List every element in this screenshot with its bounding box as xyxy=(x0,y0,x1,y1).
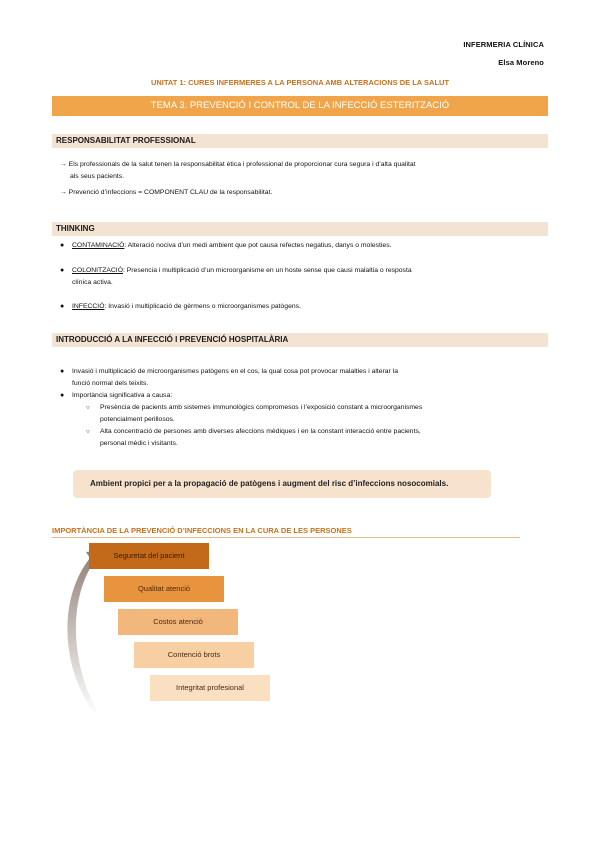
section-heading-introduccio: INTRODUCCIÓ A LA INFECCIÓ I PREVENCIÓ HOSPITALÀRIA xyxy=(52,333,548,347)
list-item xyxy=(60,241,530,251)
subject-header: INFERMERIA CLÍNICA xyxy=(463,40,544,49)
term: INFECCIÓ xyxy=(72,303,105,310)
topic-banner: TEMA 3. PREVENCIÓ I CONTROL DE LA INFECCIÓ ESTERITZACIÓ xyxy=(52,96,548,116)
section-heading-importancia: IMPORTÀNCIA DE LA PREVENCIÓ D’INFECCIONS EN LA CURA DE LES PERSONES xyxy=(52,526,352,535)
term: COLONITZACIÓ xyxy=(72,267,123,274)
paragraph-line: als seus pacients. xyxy=(70,173,125,180)
sub-bullet-text-continued: potencialment perillosos. xyxy=(100,416,175,423)
callout-box: Ambient propici per a la propagació de patògens i augment del risc d’infeccions nosocomials. xyxy=(73,470,491,498)
step-box: Costos atenció xyxy=(118,609,238,635)
definition: : Presencia i multiplicació d’un microorganisme en un hoste sense que causi malaltia o resposta xyxy=(122,267,412,274)
bullet-icon: ● xyxy=(60,368,65,375)
bullet-text: Invasió i multiplicació de microorganismes patògens en el cos, la qual cosa pot provocar malalties i alterar la xyxy=(72,368,399,375)
section-heading-responsabilitat: RESPONSABILITAT PROFESSIONAL xyxy=(52,134,548,148)
curved-arrow-icon xyxy=(56,548,106,718)
definition: : Invasió i multiplicació de gèrmens o microorganismes patògens. xyxy=(104,303,301,310)
paragraph-line: → Prevenció d’infeccions = COMPONENT CLAU de la responsabilitat. xyxy=(60,189,273,196)
bullet-text-continued: funció normal dels teixits. xyxy=(72,380,149,387)
sub-list-item xyxy=(86,427,526,437)
author-name: Elsa Moreno xyxy=(498,58,544,67)
bullet-icon: ● xyxy=(60,392,65,399)
paragraph-line: → Els professionals de la salut tenen la responsabilitat ètica i professional de proporcionar cura segura i d’alta qualitat xyxy=(60,161,416,168)
step-box: Qualitat atenció xyxy=(104,576,224,602)
section-divider xyxy=(52,537,520,538)
sub-bullet-text-continued: personal mèdic i visitants. xyxy=(100,440,178,447)
term: CONTAMINACIÓ xyxy=(72,242,125,249)
definition-continued: clínica activa. xyxy=(72,279,113,286)
bullet-icon: ● xyxy=(60,267,65,274)
definition: : Alteració nociva d’un medi ambient que pot causa refectes negatius, danys o molesties. xyxy=(124,242,392,249)
list-item xyxy=(60,302,530,312)
section-heading-thinking: THINKING xyxy=(52,222,548,236)
sub-list-item xyxy=(86,403,526,413)
circle-bullet-icon: ○ xyxy=(86,405,90,411)
step-box: Seguretat del pacient xyxy=(89,543,209,569)
bullet-icon: ● xyxy=(60,242,65,249)
list-item xyxy=(60,367,530,377)
bullet-icon: ● xyxy=(60,303,65,310)
unit-title: UNITAT 1: CURES INFERMERES A LA PERSONA AMB ALTERACIONS DE LA SALUT xyxy=(150,78,450,87)
list-item xyxy=(60,391,530,401)
sub-bullet-text: Presència de pacients amb sistemes immunològics compromesos i l’exposició constant a microorganismes xyxy=(100,404,423,411)
step-box: Contenció brots xyxy=(134,642,254,668)
sub-bullet-text: Alta concentració de persones amb diverses afeccions mèdiques i en la constant interacció entre pacients, xyxy=(100,428,421,435)
bullet-text: Importància significativa a causa: xyxy=(72,392,173,399)
step-box: Integritat profesional xyxy=(150,675,270,701)
circle-bullet-icon: ○ xyxy=(86,429,90,435)
